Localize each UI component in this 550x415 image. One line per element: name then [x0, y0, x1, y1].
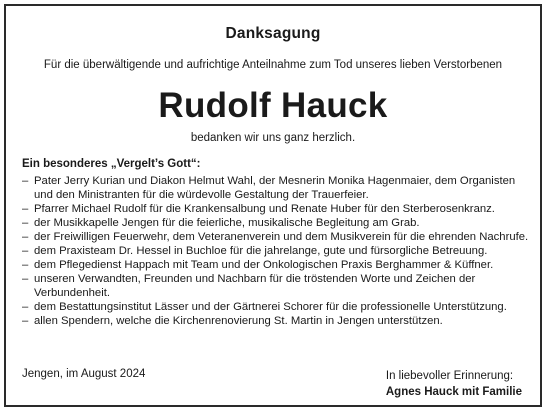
thanks-line: bedanken wir uns ganz herzlich.	[190, 132, 356, 144]
special-thanks-heading: Ein besonderes „Vergelt’s Gott“:	[22, 158, 201, 170]
list-item-text: unseren Verwandten, Freunden und Nachbarn für die tröstenden Worte und Zeichen der Verbundenheit.	[34, 273, 476, 299]
list-item	[22, 202, 534, 216]
thanks-list	[22, 174, 534, 328]
closing-line: In liebevoller Erinnerung:	[385, 370, 514, 382]
list-item	[22, 174, 534, 202]
list-item	[22, 300, 534, 314]
list-item	[22, 314, 534, 328]
list-item-text: Pater Jerry Kurian und Diakon Helmut Wahl, der Mesnerin Monika Hagenmaier, dem Organisten und den Ministranten für die würdevolle Gestaltung der Trauerfeier.	[34, 175, 516, 201]
dash-marker: –	[22, 259, 29, 271]
list-item	[22, 216, 534, 230]
list-item-text: allen Spendern, welche die Kirchenrenovierung St. Martin in Jengen unterstützen.	[34, 315, 443, 327]
list-item-text: der Freiwilligen Feuerwehr, dem Veteranenverein und dem Musikverein für die ehrenden Nachrufe.	[34, 231, 529, 243]
notice-heading: Danksagung	[225, 25, 321, 42]
dash-marker: –	[22, 245, 29, 257]
list-item	[22, 244, 534, 258]
dash-marker: –	[22, 315, 29, 327]
dash-marker: –	[22, 301, 29, 313]
dash-marker: –	[22, 231, 29, 243]
intro-text: Für die überwältigende und aufrichtige Anteilnahme zum Tod unseres lieben Verstorbenen	[43, 59, 503, 71]
list-item-text: der Musikkapelle Jengen für die feierliche, musikalische Begleitung am Grab.	[34, 217, 420, 229]
list-item-text: dem Pflegedienst Happach mit Team und der Onkologischen Praxis Berghammer & Küffner.	[34, 259, 494, 271]
deceased-name: Rudolf Hauck	[158, 86, 388, 125]
obituary-notice	[4, 4, 542, 407]
dash-marker: –	[22, 273, 29, 285]
list-item	[22, 258, 534, 272]
list-item-text: Pfarrer Michael Rudolf für die Krankensalbung und Renate Huber für den Sterberosenkranz.	[34, 203, 495, 215]
list-item-text: dem Bestattungsinstitut Lässer und der Gärtnerei Schorer für die professionelle Unterstützung.	[34, 301, 507, 313]
dash-marker: –	[22, 203, 29, 215]
list-item	[22, 230, 534, 244]
list-item-text: dem Praxisteam Dr. Hessel in Buchloe für die jahrelange, gute und fürsorgliche Betreuung.	[34, 245, 488, 257]
list-item	[22, 272, 534, 300]
closing-block	[386, 368, 522, 400]
dash-marker: –	[22, 175, 29, 187]
dash-marker: –	[22, 217, 29, 229]
family-signature: Agnes Hauck mit Familie	[385, 386, 522, 398]
place-and-date: Jengen, im August 2024	[22, 368, 146, 380]
